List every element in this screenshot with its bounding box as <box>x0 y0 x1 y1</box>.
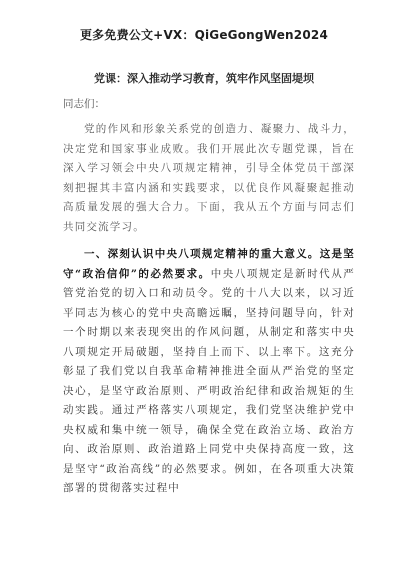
document-title: 党课：深入推动学习教育，筑牢作风坚固堤坝 <box>94 72 314 85</box>
section-1-body: 中央八项规定是新时代从严管党治党的切入口和动员令。党的十八大以来，以习近平同志为核心的党中央高瞻远瞩，坚持问题导向，针对一个时期以来表现突出的作风问题，从制定和落实中央八项规定开局破题，坚持自上而下、以上率下。这充分彰显了我们党以自我革命精神推进全面从严治党的坚定决心，是坚守政治原则、严明政治纪律和政治规矩的生动实践。通过严格落实八项规定，我们党坚决维护党中央权威和集中统一领导，确保全党在政治立场、政治方向、政治原则、政治道路上同党中央保持高度一致，这是坚守“政治高线”的必然要求。例如，在各项重大决策部署的贯彻落实过程中 <box>63 267 355 494</box>
intro-paragraph: 党的作风和形象关系党的创造力、凝聚力、战斗力，决定党和国家事业成败。我们开展此次专题党课，旨在深入学习领会中央八项规定精神，引导全体党员干部深刻把握其丰富内涵和实践要求，以优良作风凝聚起推动高质量发展的强大合力。下面，我从五个方面与同志们共同交流学习。 <box>63 123 355 233</box>
watermark-header: 更多免费公文+VX：QiGeGongWen2024 <box>79 28 328 42</box>
section-1-paragraph <box>63 245 355 499</box>
greeting: 同志们： <box>63 98 105 110</box>
section-1-heading: 一、深刻认识中央八项规定精神的重大意义。这是坚守“政治信仰”的必然要求。 <box>63 248 355 280</box>
